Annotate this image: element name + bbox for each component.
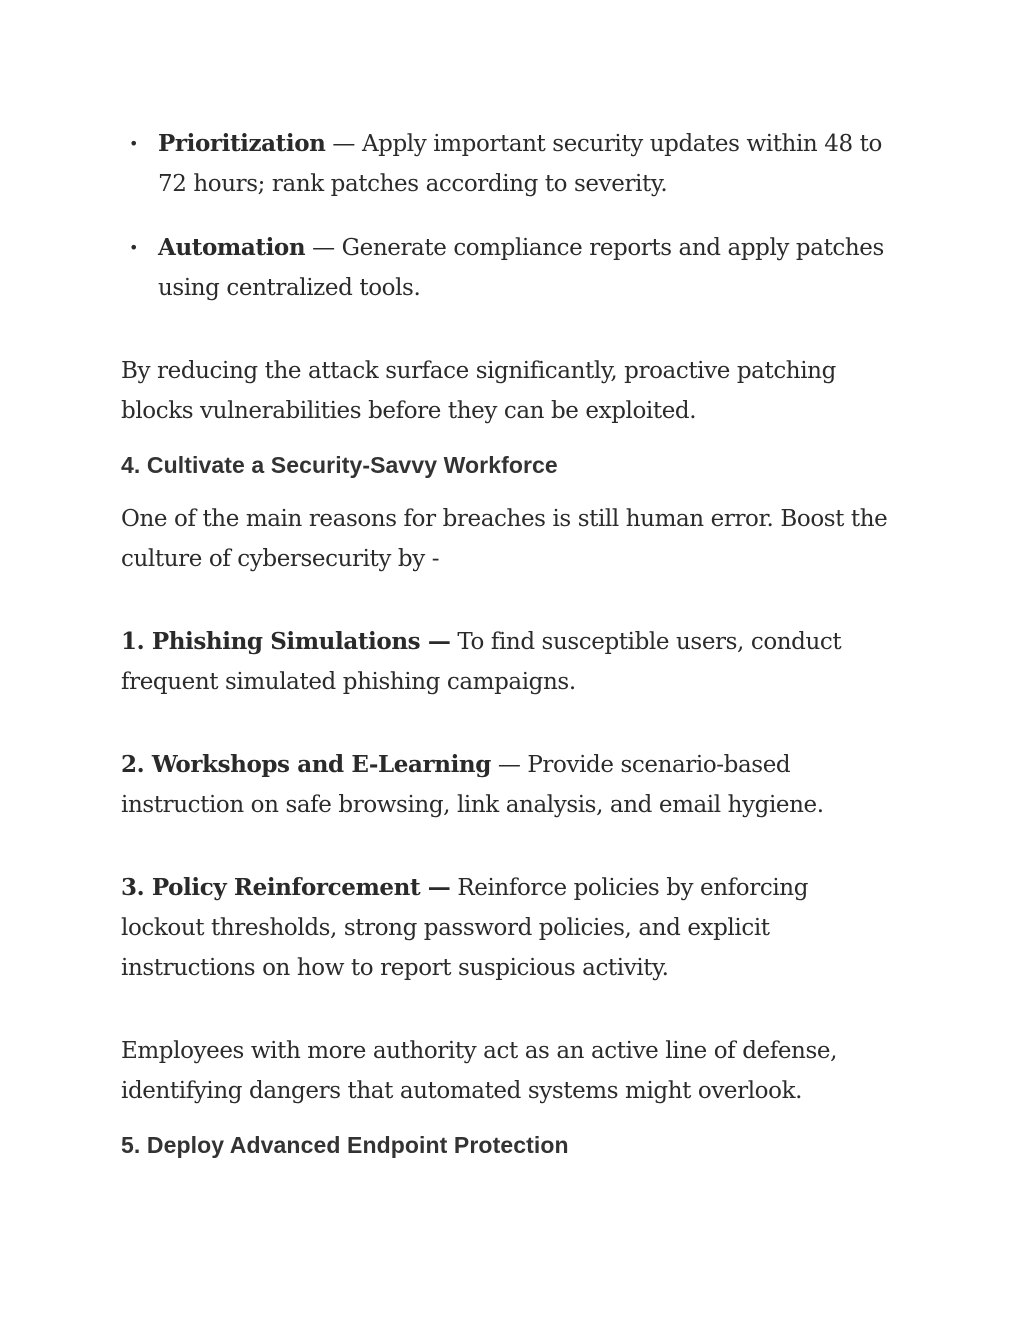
list-item-title: Prioritization	[158, 130, 326, 157]
list-item-title: Automation	[158, 234, 306, 261]
list-item-automation	[121, 228, 896, 308]
numbered-item-text: To find susceptible users, conduct frequent simulated phishing campaigns.	[121, 629, 842, 695]
list-item-text: Generate compliance reports and apply patches using centralized tools.	[158, 235, 884, 301]
document-page	[121, 124, 896, 1160]
numbered-item-title: 2. Workshops and E-Learning	[121, 751, 491, 778]
bullet-icon: •	[129, 134, 139, 153]
em-dash: —	[305, 235, 342, 261]
patch-strategy-list	[121, 124, 896, 308]
numbered-item-policy	[121, 868, 896, 988]
paragraph-patching: By reducing the attack surface significantly, proactive patching blocks vulnerabilities before they can be exploited.	[121, 358, 836, 424]
list-item-prioritization	[121, 124, 896, 204]
numbered-item-title: 3. Policy Reinforcement —	[121, 874, 451, 901]
numbered-item-title: 1. Phishing Simulations —	[121, 628, 451, 655]
paragraph-intro: One of the main reasons for breaches is still human error. Boost the culture of cybersecurity by -	[121, 506, 888, 572]
numbered-item-text: Reinforce policies by enforcing lockout thresholds, strong password policies, and explicit instructions on how to report suspicious activity.	[121, 875, 809, 981]
numbered-item-workshops	[121, 745, 896, 825]
numbered-item-text: — Provide scenario-based instruction on safe browsing, link analysis, and email hygiene.	[121, 752, 824, 818]
em-dash: —	[325, 131, 362, 157]
section-heading-5: 5. Deploy Advanced Endpoint Protection	[121, 1132, 569, 1158]
bullet-icon: •	[129, 238, 139, 257]
paragraph-employees: Employees with more authority act as an active line of defense, identifying dangers that automated systems might overlook.	[121, 1038, 838, 1104]
numbered-item-phishing	[121, 622, 896, 702]
section-heading-4: 4. Cultivate a Security-Savvy Workforce	[121, 452, 558, 478]
list-item-text: Apply important security updates within 48 to 72 hours; rank patches according to severity.	[158, 131, 882, 197]
